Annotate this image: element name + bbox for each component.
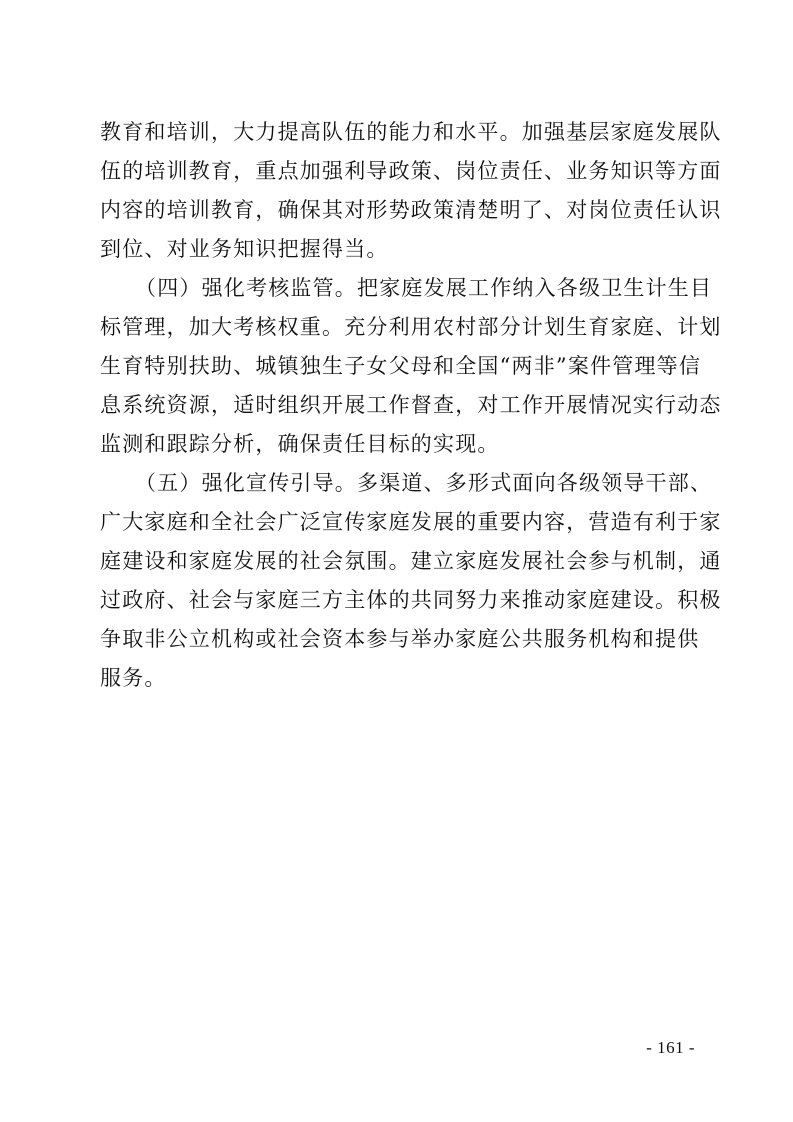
paragraph-line: 过政府、社会与家庭三方主体的共同努力来推动家庭建设。积极 (100, 588, 722, 612)
paragraph-line: 服务。 (100, 666, 167, 690)
section-heading-line: （四）强化考核监管。把家庭发展工作纳入各级卫生计生目 (135, 276, 713, 300)
paragraph-line: 内容的培训教育，确保其对形势政策清楚明了、对岗位责任认识 (100, 198, 722, 222)
paragraph-line: 争取非公立机构或社会资本参与举办家庭公共服务机构和提供 (100, 627, 700, 651)
paragraph-line: 标管理，加大考核权重。充分利用农村部分计划生育家庭、计划 (100, 315, 722, 339)
paragraph-line: 到位、对业务知识把握得当。 (100, 237, 389, 261)
paragraph-line: 教育和培训，大力提高队伍的能力和水平。加强基层家庭发展队 (100, 120, 722, 144)
paragraph-line: 庭建设和家庭发展的社会氛围。建立家庭发展社会参与机制，通 (100, 549, 722, 573)
section-heading-line: （五）强化宣传引导。多渠道、多形式面向各级领导干部、 (135, 471, 713, 495)
paragraph-line: 生育特别扶助、城镇独生子女父母和全国“两非”案件管理等信 (100, 354, 702, 378)
page-number: - 161 - (646, 1038, 695, 1057)
paragraph-line: 监测和跟踪分析，确保责任目标的实现。 (100, 432, 500, 456)
paragraph-line: 伍的培训教育，重点加强利导政策、岗位责任、业务知识等方面 (100, 159, 722, 183)
paragraph-line: 广大家庭和全社会广泛宣传家庭发展的重要内容，营造有利于家 (100, 510, 722, 534)
paragraph-line: 息系统资源，适时组织开展工作督查，对工作开展情况实行动态 (100, 393, 722, 417)
